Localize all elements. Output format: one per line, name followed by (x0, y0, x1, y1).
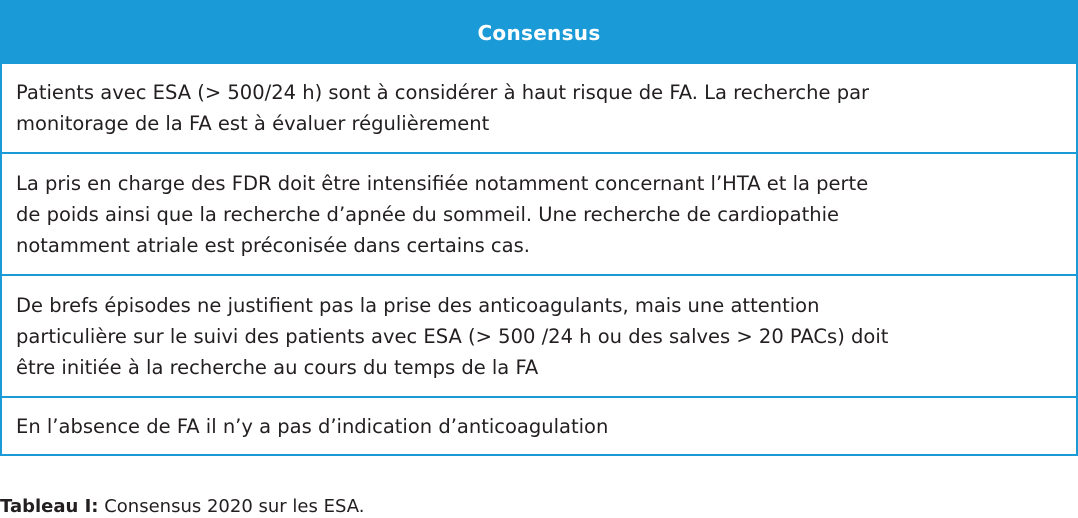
row-text-line: de poids ainsi que la recherche d’apnée du sommeil. Une recherche de cardiopathie (16, 202, 840, 226)
table-caption (0, 496, 364, 518)
table-header: Consensus (2, 2, 1076, 64)
table-row (2, 398, 1076, 456)
caption-text: Consensus 2020 sur les ESA. (98, 496, 365, 517)
table-row (2, 154, 1076, 276)
row-text-line: De brefs épisodes ne justifient pas la prise des anticoagulants, mais une attention (16, 293, 820, 317)
row-text-line: particulière sur le suivi des patients avec ESA (> 500 /24 h ou des salves > 20 PACs) doit (16, 324, 889, 348)
row-text-line: Patients avec ESA (> 500/24 h) sont à considérer à haut risque de FA. La recherche par (16, 81, 870, 104)
row-text-line: notamment atriale est préconisée dans certains cas. (16, 233, 530, 257)
row-text-line: monitorage de la FA est à évaluer régulièrement (16, 112, 490, 135)
row-text-line: En l’absence de FA il n’y a pas d’indication d’anticoagulation (16, 414, 609, 438)
row-text-line: être initiée à la recherche au cours du temps de la FA (16, 355, 539, 379)
table-row (2, 64, 1076, 154)
table-row (2, 276, 1076, 398)
caption-label: Tableau I: (0, 496, 99, 517)
row-text-line: La pris en charge des FDR doit être intensifiée notamment concernant l’HTA et la perte (16, 171, 869, 195)
